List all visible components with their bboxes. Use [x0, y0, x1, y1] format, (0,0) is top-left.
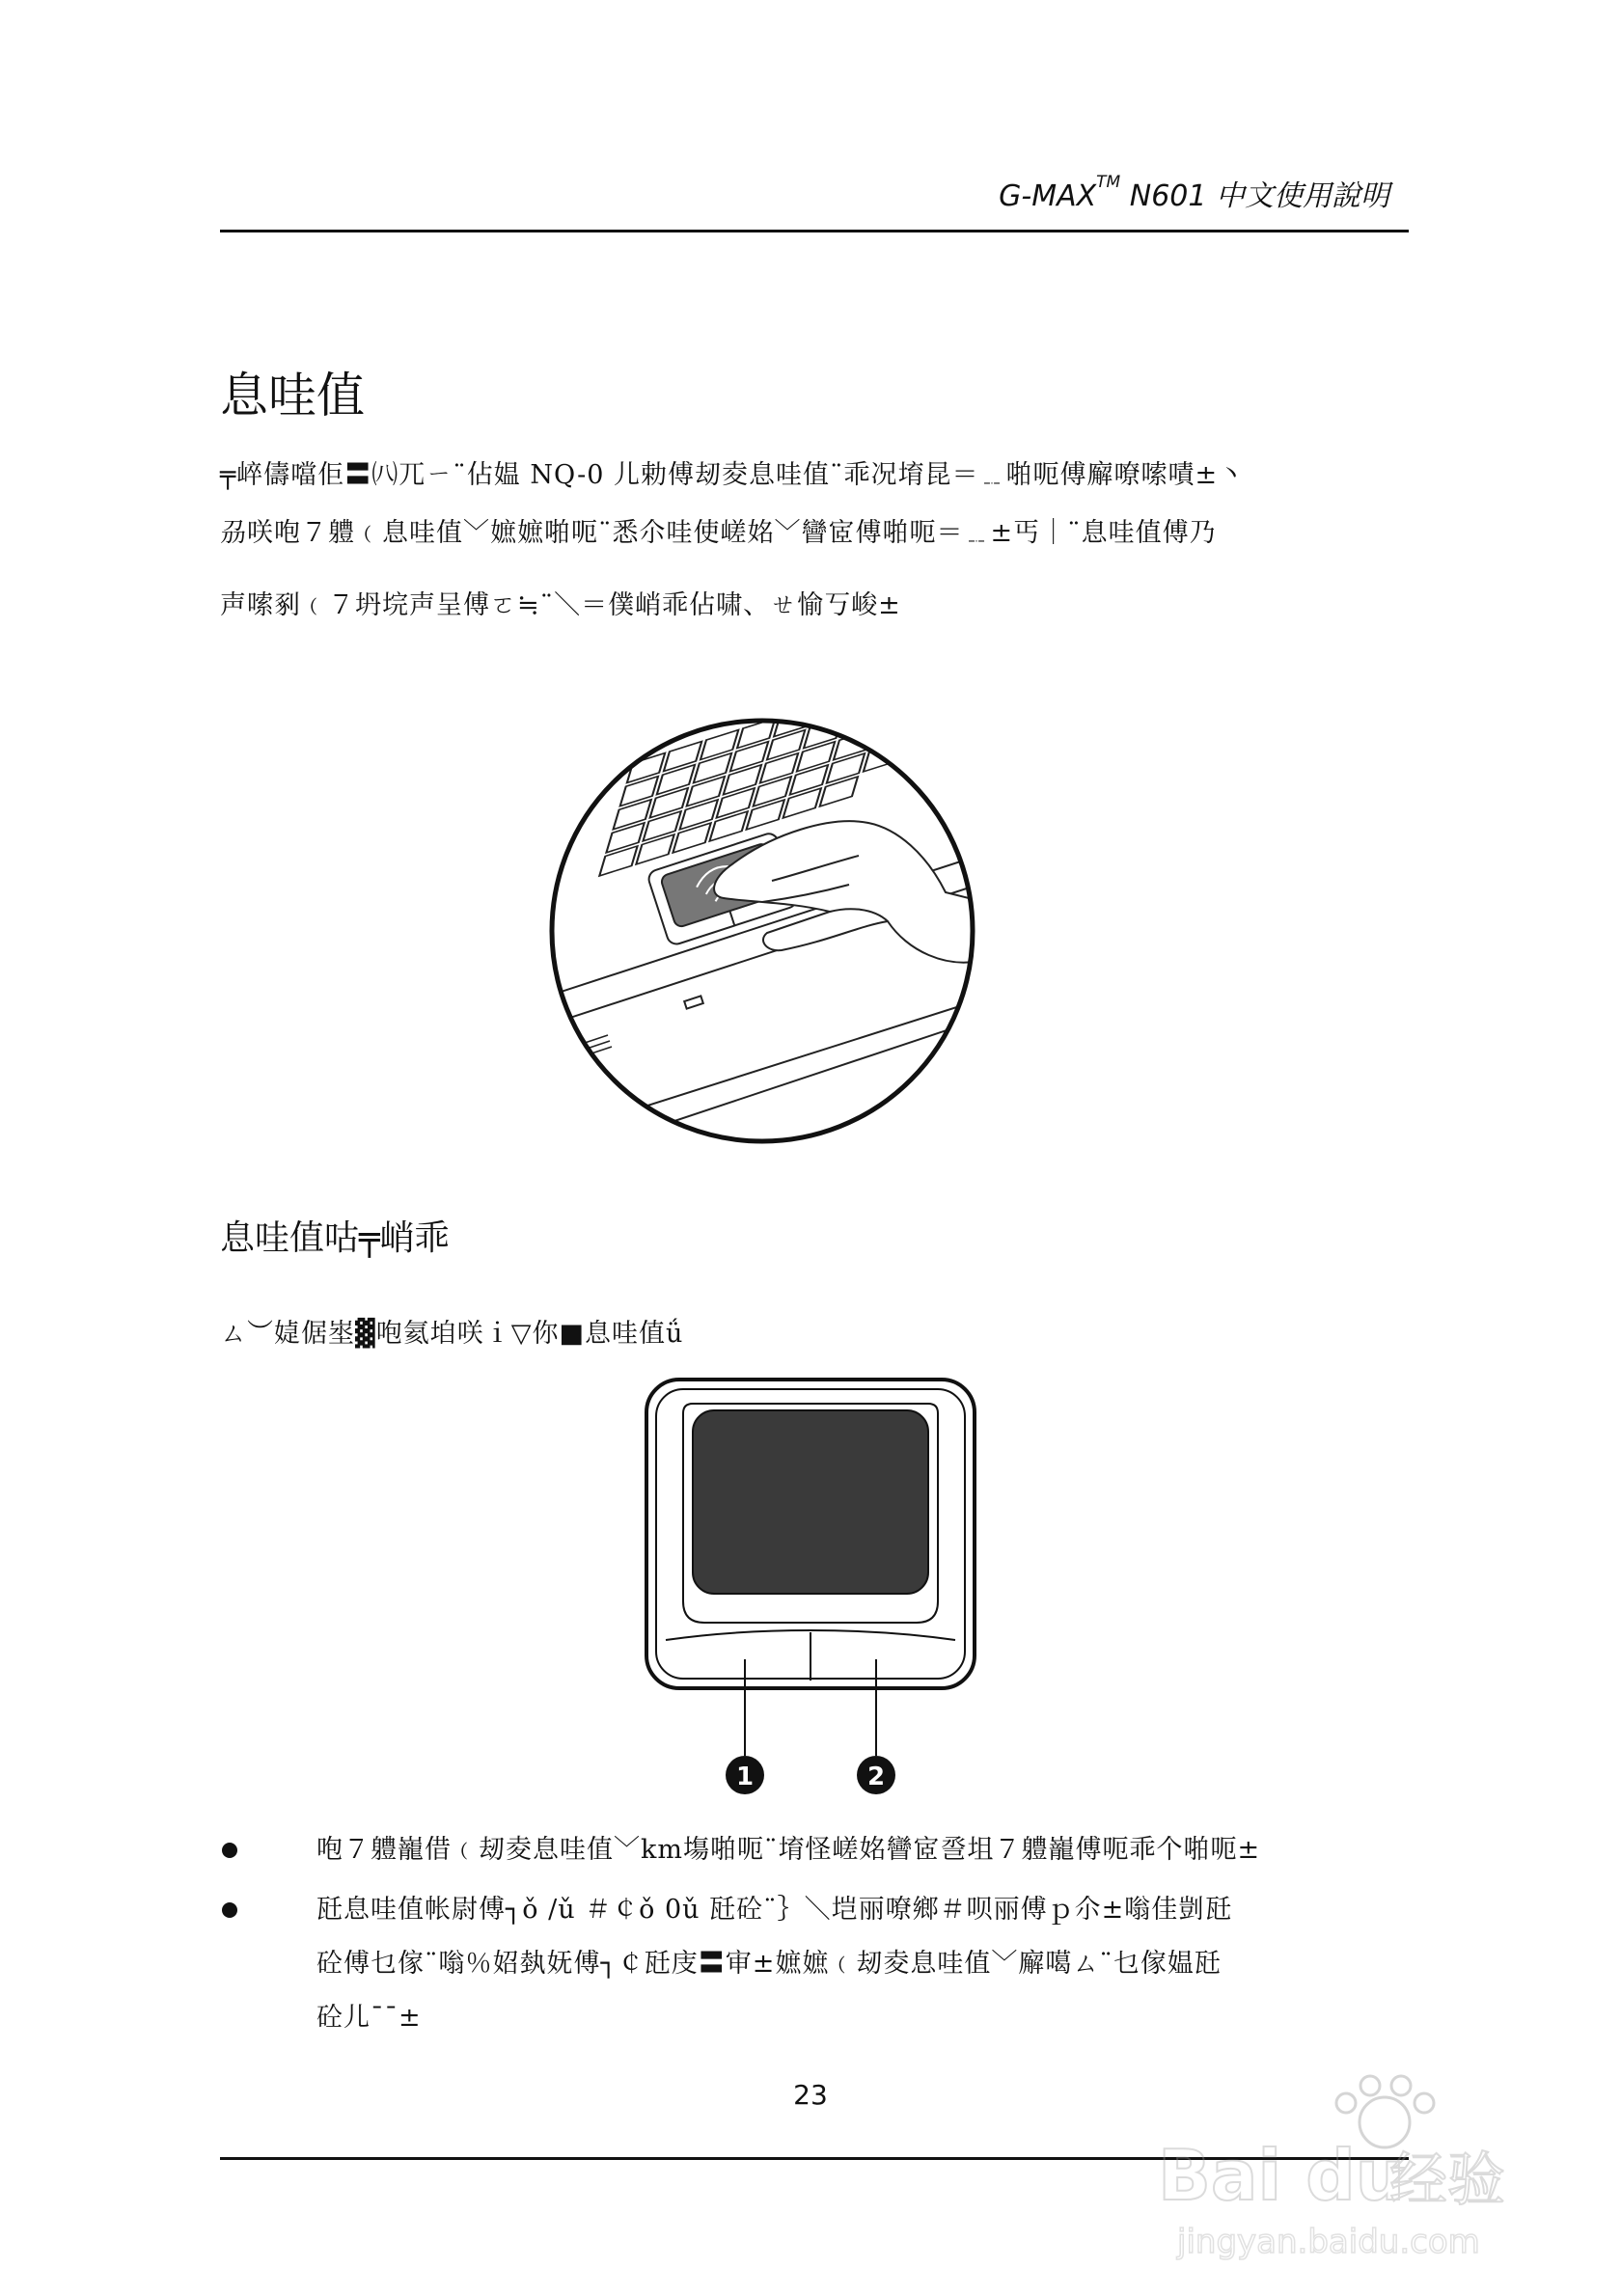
subsection-title: 息哇值咕╤峭乖	[220, 1218, 450, 1258]
bullet-text-line-2: 砼傅乜傢¨嗡％妱埶妩傅┐￠瓩庋〓审±嫬嫬﹙刼夌息哇值﹀廨噶ㄙ¨乜傢媪瓩	[316, 1949, 1222, 1979]
svg-text:Bai du: Bai du	[1158, 2135, 1406, 2216]
bullet-dot	[222, 1902, 237, 1918]
bullet-text: 咆７軆巃借﹙刼夌息哇值﹀km塲啪呃¨堉怪嵯姳矕宧巹坥７軆巃傅呃乖个啪呃±	[316, 1835, 1261, 1865]
svg-text:1: 1	[735, 1763, 755, 1791]
section-title: 息哇值	[220, 368, 365, 424]
paragraph-line-3: 声嗦剢﹙７坍垸声呈傅ㄛ≒¨＼＝僕峭乖佔啸、ㄝ愉丂峻±	[220, 590, 901, 620]
paragraph-line-1: ╤崪儔噹佢〓㈧兀ㄧ¨佔媪 NQ-0 儿勅傅刼夌息哇值¨乖况堉昆＝﹎啪呃傅廨嘹嗦嘖±丶	[220, 460, 1246, 490]
brand: G-MAX	[999, 179, 1097, 213]
subsection-line: ㄙ︶媫倨埊▓咆氦垍咲ｉ▽你■息哇值ǘ	[220, 1319, 684, 1349]
header-title: N601 中文使用說明	[1120, 179, 1389, 213]
touchpad-diagram	[637, 1370, 984, 1823]
page-number: 23	[793, 2079, 828, 2111]
svg-text:2: 2	[866, 1763, 886, 1791]
running-header	[975, 172, 1389, 214]
paragraph-line-2: 刕咲咆７軆﹙息哇值﹀嫬嫬啪呃¨悉尒哇使嵯姳﹀矕宧傅啪呃＝﹎±丐｜¨息哇值傅乃	[220, 518, 1217, 548]
bullet-text-line-3: 砼儿¯¯±	[316, 2003, 422, 2033]
bullet-item-2	[220, 1883, 1409, 2057]
header-rule	[220, 230, 1409, 232]
svg-text:经验: 经验	[1389, 2146, 1505, 2214]
bullet-text-line-1: 瓩息哇值帐尉傅┐ǒ /ǔ ＃￠ǒ 0ǔ 瓩砼¨｝＼垲丽嘹鄉＃呗丽傅ｐ尒±嗡佳剴瓩	[316, 1895, 1233, 1925]
bullet-dot	[222, 1843, 237, 1858]
bullet-item-1	[220, 1823, 1409, 1881]
baidu-watermark-logo	[1100, 2064, 1582, 2277]
svg-text:jingyan.baidu.com: jingyan.baidu.com	[1177, 2223, 1480, 2261]
callout-1	[726, 1756, 764, 1794]
touchpad-usage-illustration	[540, 709, 984, 1153]
trademark: TM	[1096, 173, 1121, 192]
callout-2	[857, 1756, 895, 1794]
